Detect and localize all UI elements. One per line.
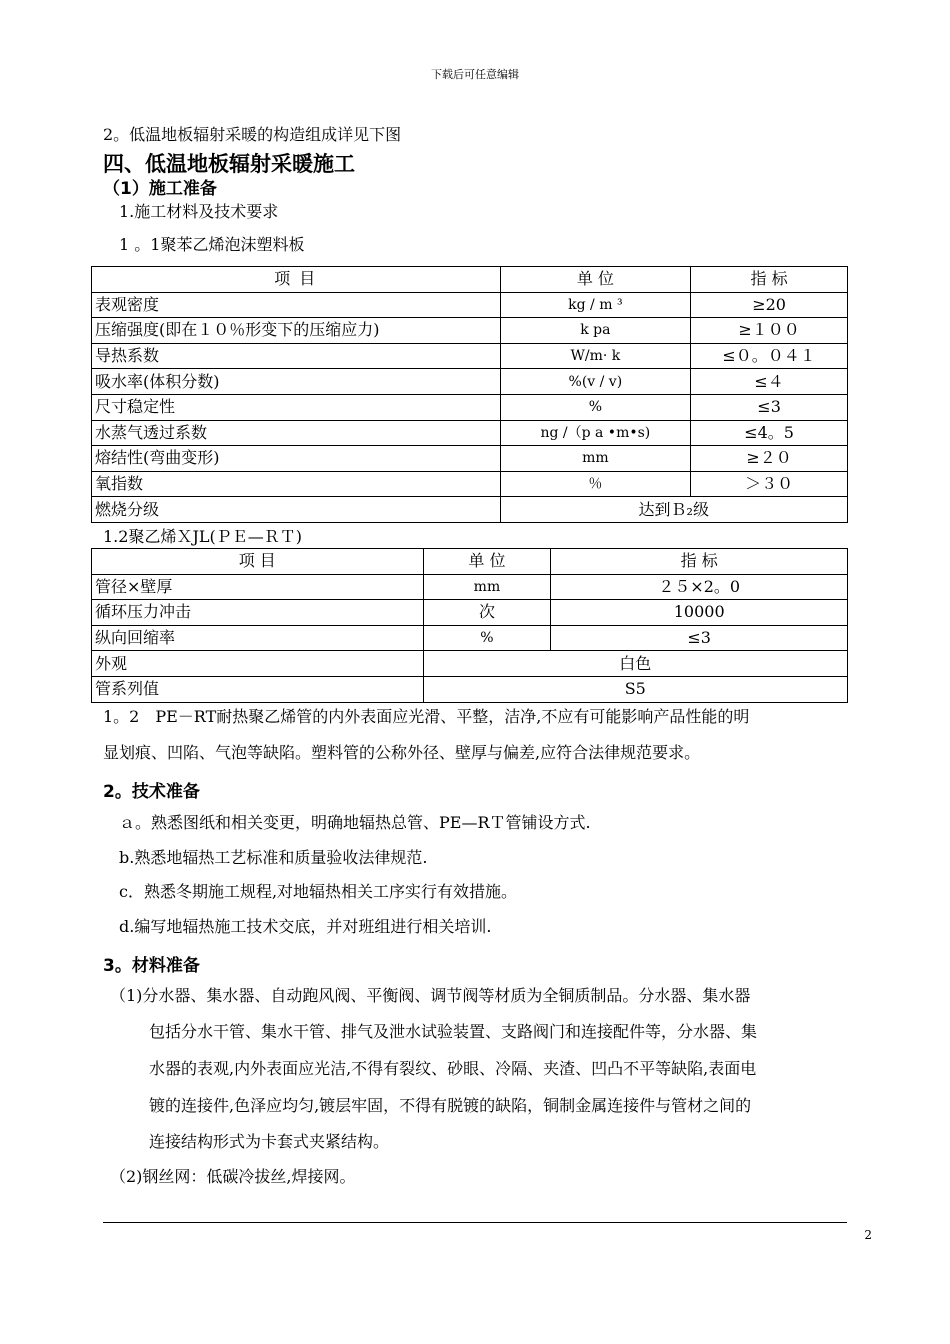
row-label: 表观密度 bbox=[92, 292, 501, 318]
table-row bbox=[92, 625, 848, 651]
material-prep-heading: 3。材料准备 bbox=[103, 956, 200, 976]
table-header-row bbox=[92, 549, 848, 575]
row-value: 10000 bbox=[551, 600, 848, 626]
row-unit: 次 bbox=[423, 600, 551, 626]
row-unit: % bbox=[500, 394, 691, 420]
row-label: 管系列值 bbox=[92, 676, 424, 702]
row-unit: k pa bbox=[500, 318, 691, 344]
row-value: 白色 bbox=[423, 651, 847, 677]
row-unit: %(v / v) bbox=[500, 369, 691, 395]
table-row bbox=[92, 343, 848, 369]
row-unit: ％ bbox=[500, 471, 691, 497]
tech-item-c: c．熟悉冬期施工规程,对地辐热相关工序实行有效措施。 bbox=[119, 882, 518, 901]
header-item: 项 目 bbox=[92, 267, 501, 293]
table-row bbox=[92, 497, 848, 523]
row-label: 外观 bbox=[92, 651, 424, 677]
material-item-1-line3: 水器的表观,内外表面应光洁,不得有裂纹、砂眼、冷隔、夹渣、凹凸不平等缺陷,表面电 bbox=[149, 1059, 757, 1078]
row-label: 尺寸稳定性 bbox=[92, 394, 501, 420]
table-row bbox=[92, 446, 848, 472]
row-unit: W/m· k bbox=[500, 343, 691, 369]
row-value: ≤4。5 bbox=[691, 420, 848, 446]
eps-heading: 1 。1聚苯乙烯泡沫塑料板 bbox=[119, 235, 305, 254]
row-value: ≥２０ bbox=[691, 446, 848, 472]
row-value: ≤０。０４１ bbox=[691, 343, 848, 369]
table-row bbox=[92, 318, 848, 344]
page-header: 下载后可任意编辑 bbox=[431, 68, 519, 81]
row-label: 循环压力冲击 bbox=[92, 600, 424, 626]
table-row bbox=[92, 651, 848, 677]
row-value: 达到Ｂ₂级 bbox=[500, 497, 847, 523]
row-label: 纵向回缩率 bbox=[92, 625, 424, 651]
material-item-2: （2)钢丝网：低碳冷拔丝,焊接网。 bbox=[110, 1167, 356, 1186]
row-value: ≤3 bbox=[551, 625, 848, 651]
row-value: ≥20 bbox=[691, 292, 848, 318]
row-unit: ng /（p a •m•s) bbox=[500, 420, 691, 446]
row-label: 氧指数 bbox=[92, 471, 501, 497]
row-value: ≤４ bbox=[691, 369, 848, 395]
section-heading: 四、低温地板辐射采暖施工 bbox=[103, 152, 355, 176]
table-row bbox=[92, 574, 848, 600]
tech-prep-heading: 2。技术准备 bbox=[103, 782, 200, 802]
materials-heading: 1.施工材料及技术要求 bbox=[119, 202, 279, 221]
table-row bbox=[92, 600, 848, 626]
header-unit: 单 位 bbox=[500, 267, 691, 293]
table-row bbox=[92, 394, 848, 420]
material-item-1-line4: 镀的连接件,色泽应均匀,镀层牢固，不得有脱镀的缺陷，铜制金属连接件与管材之间的 bbox=[149, 1096, 752, 1115]
row-label: 燃烧分级 bbox=[92, 497, 501, 523]
row-value: S5 bbox=[423, 676, 847, 702]
row-label: 熔结性(弯曲变形) bbox=[92, 446, 501, 472]
pert-spec-table bbox=[91, 548, 848, 703]
footer-divider bbox=[103, 1222, 847, 1223]
row-value: ２５×2。0 bbox=[551, 574, 848, 600]
tech-item-b: b.熟悉地辐热工艺标准和质量验收法律规范. bbox=[119, 848, 428, 867]
table-row bbox=[92, 420, 848, 446]
material-item-1-line2: 包括分水干管、集水干管、排气及泄水试验装置、支路阀门和连接配件等，分水器、集 bbox=[149, 1022, 758, 1041]
row-unit: % bbox=[423, 625, 551, 651]
material-item-1-line1: （1)分水器、集水器、自动跑风阀、平衡阀、调节阀等材质为全铜质制品。分水器、集水器 bbox=[110, 986, 751, 1005]
row-label: 吸水率(体积分数) bbox=[92, 369, 501, 395]
row-unit: kg / m ³ bbox=[500, 292, 691, 318]
subsection-heading: （1）施工准备 bbox=[103, 179, 217, 199]
header-index: 指 标 bbox=[691, 267, 848, 293]
pert-requirement-line2: 显划痕、凹陷、气泡等缺陷。塑料管的公称外径、壁厚与偏差,应符合法律规范要求。 bbox=[103, 743, 701, 762]
row-label: 水蒸气透过系数 bbox=[92, 420, 501, 446]
table-row bbox=[92, 676, 848, 702]
row-label: 管径×壁厚 bbox=[92, 574, 424, 600]
table-row bbox=[92, 369, 848, 395]
row-label: 压缩强度(即在１０％形变下的压缩应力) bbox=[92, 318, 501, 344]
pert-heading: 1.2聚乙烯ＸJL(ＰＥ—ＲＴ) bbox=[103, 527, 302, 546]
row-value: ≤3 bbox=[691, 394, 848, 420]
pert-requirement-line1: 1。2 PE－RT耐热聚乙烯管的内外表面应光滑、平整，洁净,不应有可能影响产品性能的明 bbox=[103, 707, 750, 726]
header-item: 项 目 bbox=[92, 549, 424, 575]
row-label: 导热系数 bbox=[92, 343, 501, 369]
tech-item-d: d.编写地辐热施工技术交底，并对班组进行相关培训. bbox=[119, 917, 492, 936]
intro-paragraph: 2。低温地板辐射采暖的构造组成详见下图 bbox=[103, 125, 402, 144]
tech-item-a: ａ。熟悉图纸和相关变更，明确地辐热总管、PE—RＴ管铺设方式. bbox=[119, 813, 591, 832]
page-number: 2 bbox=[864, 1228, 872, 1242]
header-unit: 单 位 bbox=[423, 549, 551, 575]
row-value: ≥１００ bbox=[691, 318, 848, 344]
row-value: ＞３０ bbox=[691, 471, 848, 497]
table-row bbox=[92, 292, 848, 318]
table-row bbox=[92, 471, 848, 497]
row-unit: mm bbox=[423, 574, 551, 600]
table-header-row bbox=[92, 267, 848, 293]
header-index: 指 标 bbox=[551, 549, 848, 575]
material-item-1-line5: 连接结构形式为卡套式夹紧结构。 bbox=[149, 1132, 390, 1151]
eps-spec-table bbox=[91, 266, 848, 523]
row-unit: mm bbox=[500, 446, 691, 472]
